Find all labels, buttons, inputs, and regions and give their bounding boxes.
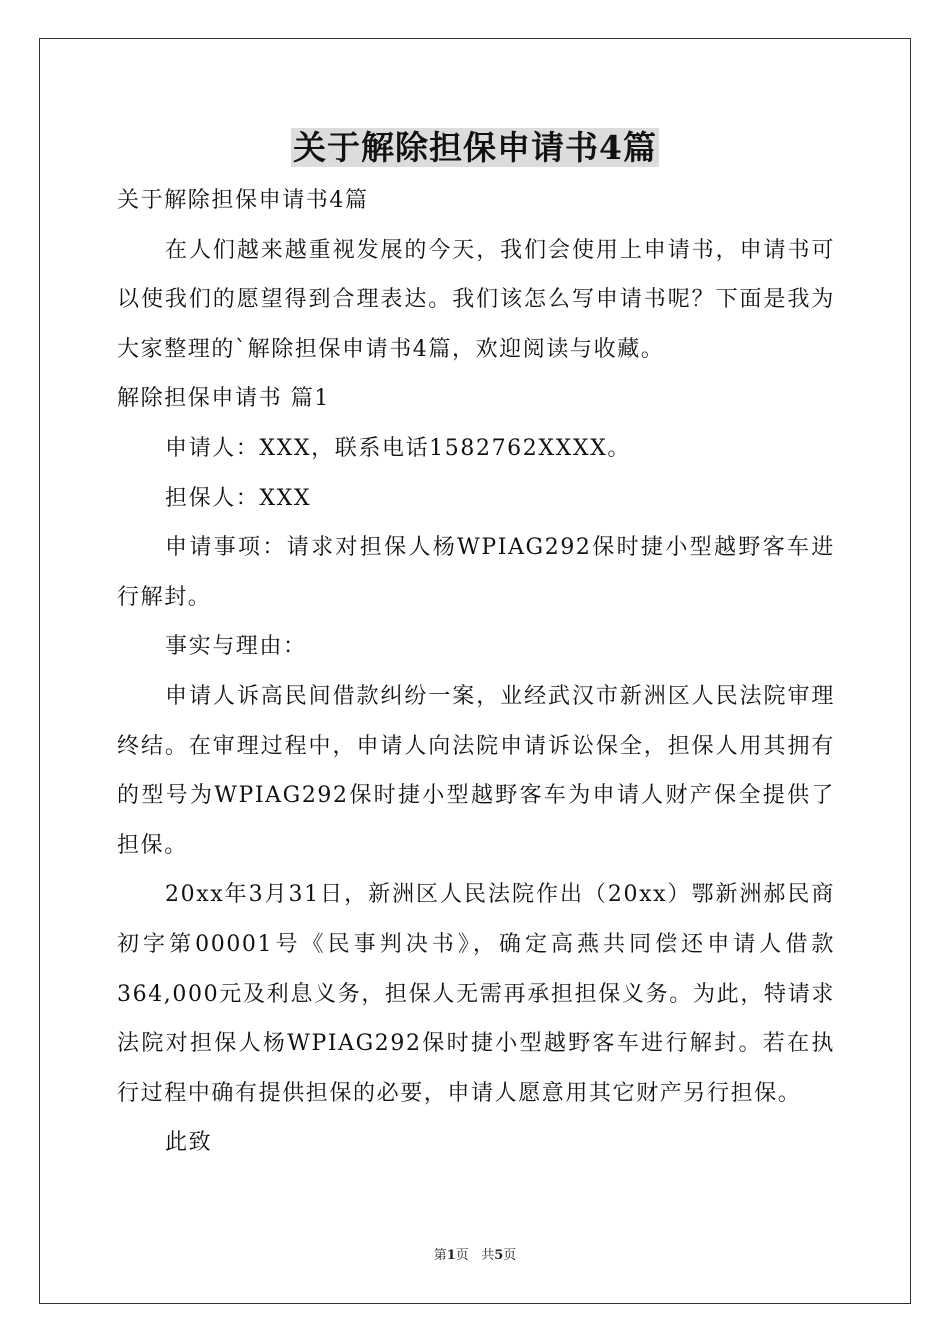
footer-page-suffix: 页	[455, 1248, 469, 1263]
page-footer	[0, 1247, 950, 1265]
footer-total-pages: 5	[494, 1248, 504, 1263]
intro-paragraph: 在人们越来越重视发展的今天，我们会使用上申请书，申请书可以使我们的愿望得到合理表达。我们该怎么写申请书呢？下面是我为大家整理的`解除担保申请书4篇，欢迎阅读与收藏。	[117, 237, 835, 362]
judgment-paragraph: 20xx年3月31日，新洲区人民法院作出（20xx）鄂新洲郝民商初字第00001号《民事判决书》，确定高燕共同偿还申请人借款364,000元及利息义务，担保人无需再承担担保义务。为此，特请求法院对担保人杨WPIAG292保时捷小型越野客车进行解封。若在执行过程中确有提供担保的必要，申请人愿意用其它财产另行担保。	[117, 882, 835, 1106]
request-paragraph: 申请事项：请求对担保人杨WPIAG292保时捷小型越野客车进行解封。	[117, 535, 835, 610]
guarantor-line: 担保人：XXX	[165, 485, 312, 511]
closing-line: 此致	[165, 1130, 213, 1156]
footer-prefix: 第	[433, 1248, 447, 1263]
document-title	[0, 124, 950, 172]
document-title-text: 关于解除担保申请书4篇	[293, 128, 657, 167]
facts-paragraph: 申请人诉高民间借款纠纷一案，业经武汉市新洲区人民法院审理终结。在审理过程中，申请人向法院申请诉讼保全，担保人用其拥有的型号为WPIAG292保时捷小型越野客车为申请人财产保全提供了担保。	[117, 683, 835, 858]
document-body	[117, 176, 835, 1168]
footer-total-suffix: 页	[503, 1248, 517, 1263]
section-heading: 解除担保申请书 篇1	[117, 386, 330, 412]
reasons-heading: 事实与理由：	[165, 634, 307, 660]
applicant-line: 申请人：XXX，联系电话1582762XXXX。	[165, 435, 632, 461]
subtitle-line: 关于解除担保申请书4篇	[117, 188, 369, 213]
footer-total-prefix: 共	[481, 1248, 495, 1263]
footer-page-number: 1	[446, 1248, 456, 1263]
